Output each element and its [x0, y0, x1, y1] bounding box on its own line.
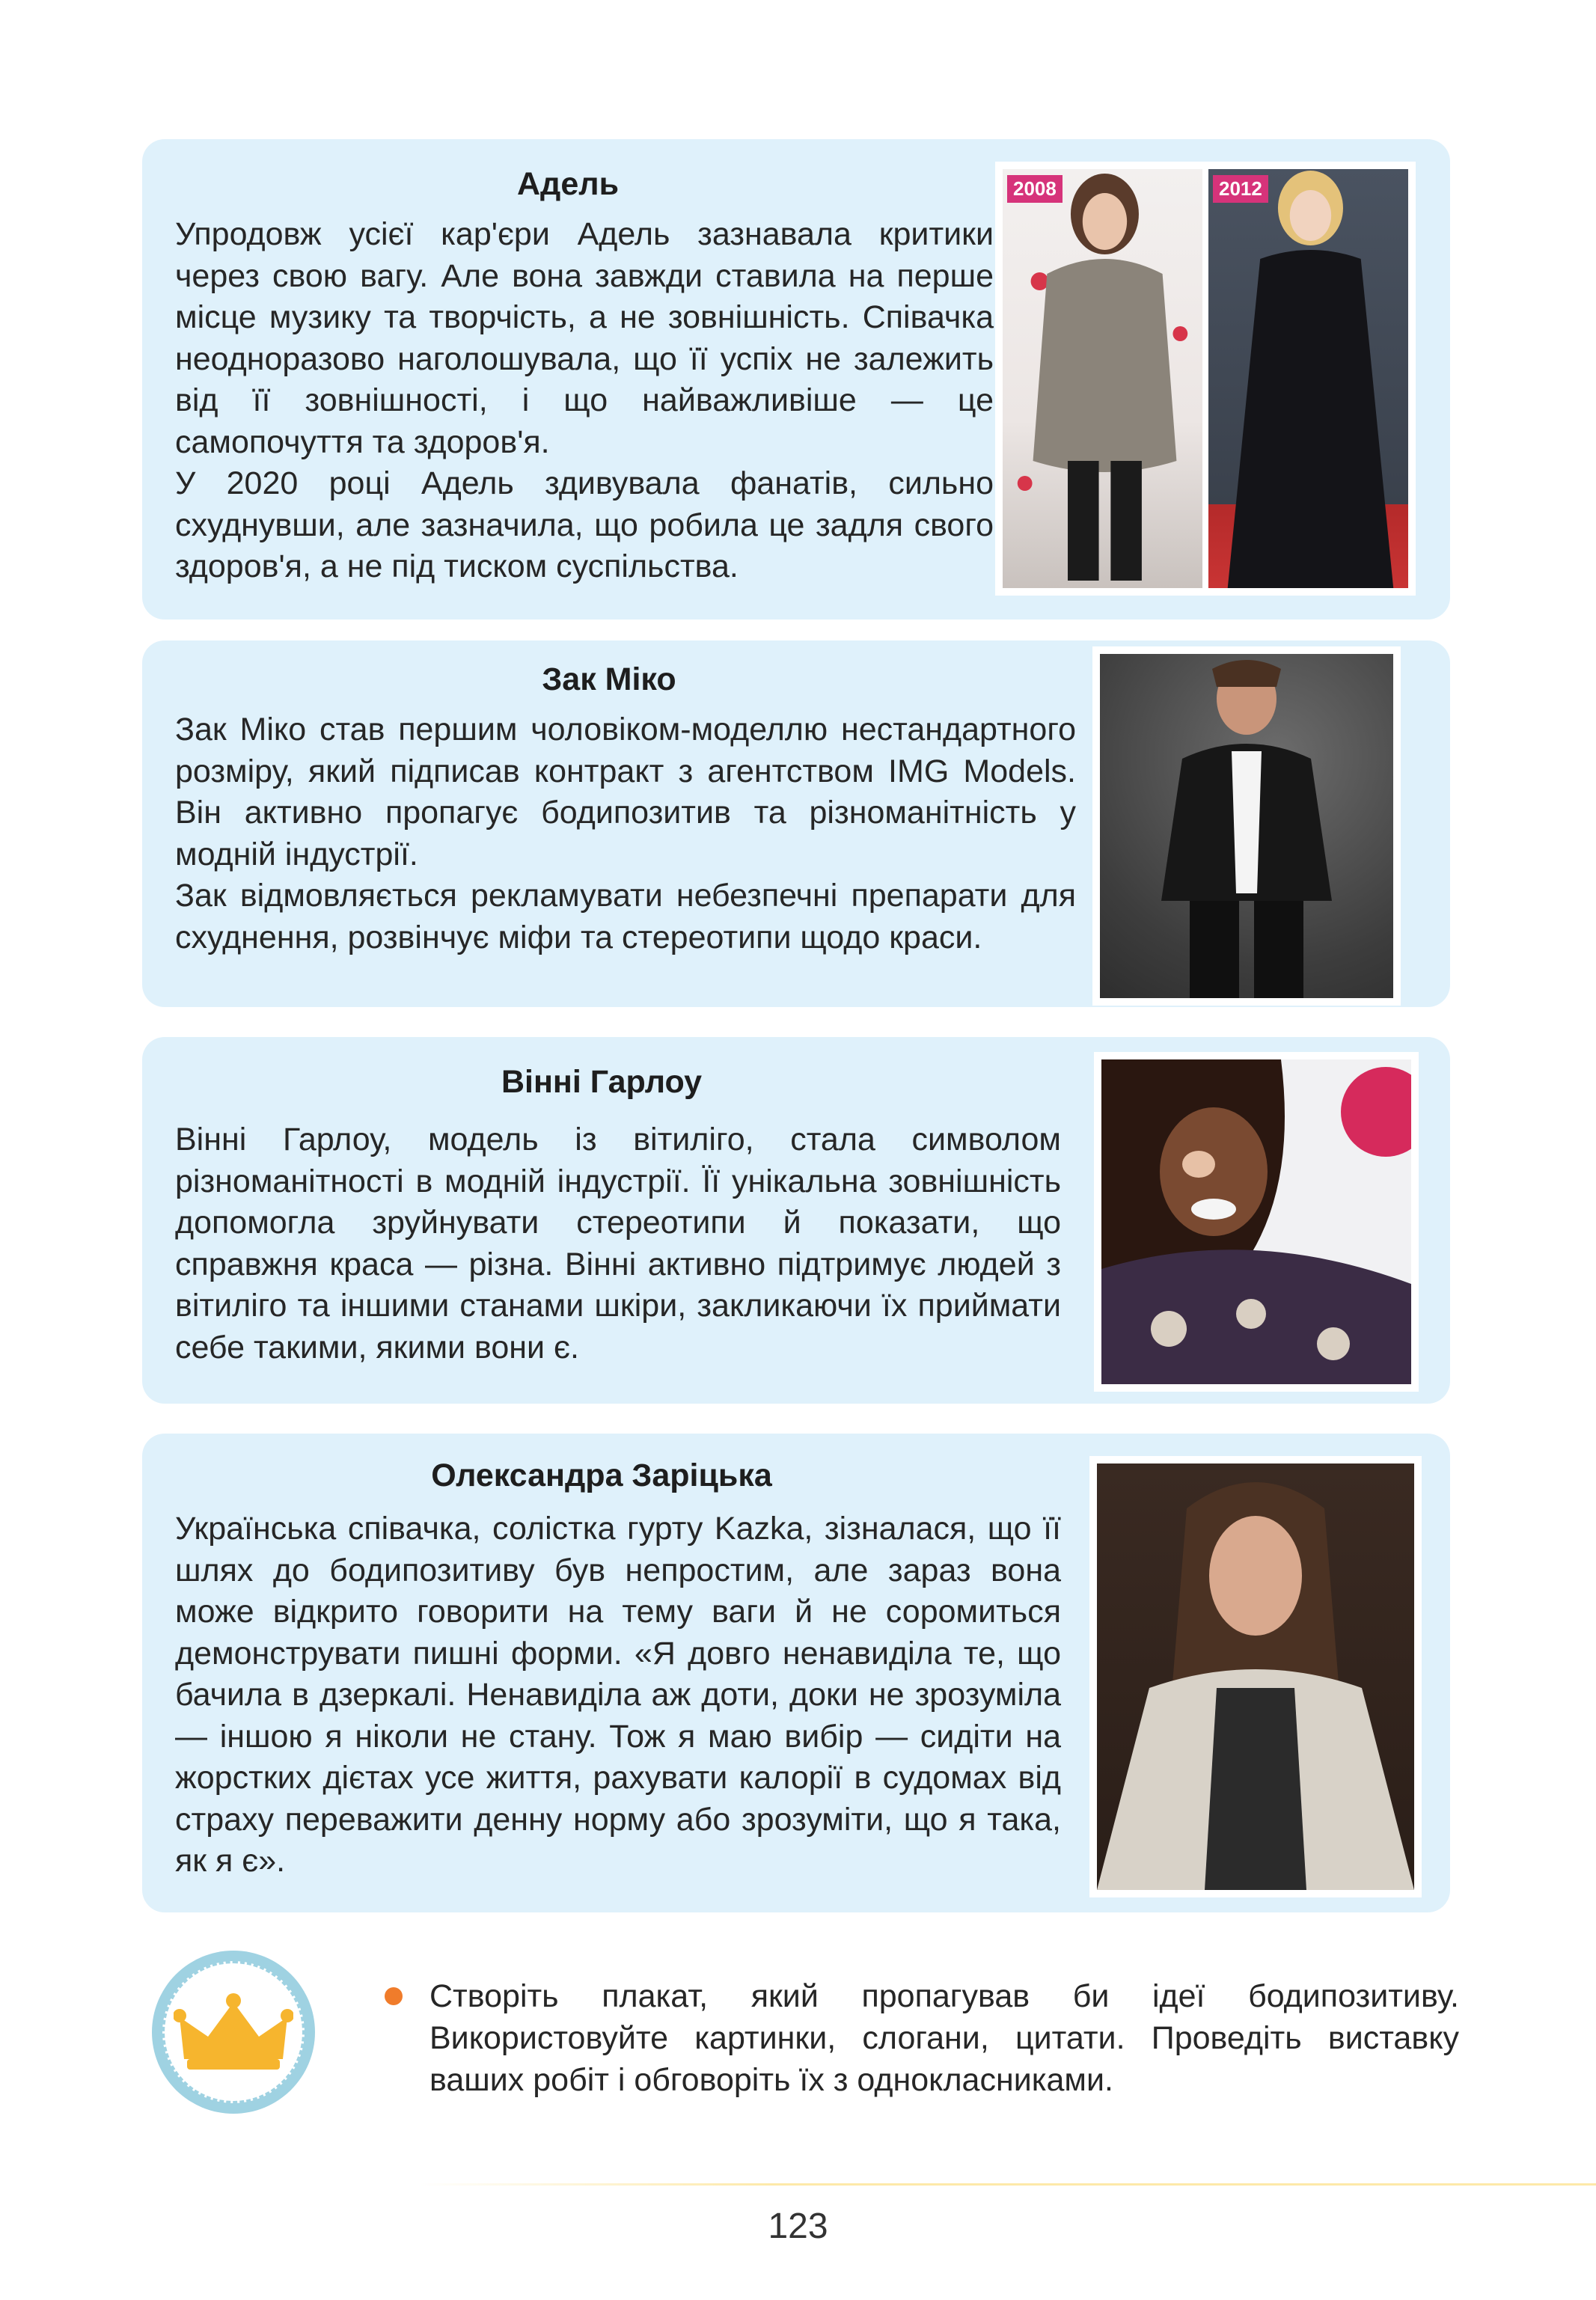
card-text	[175, 1119, 1061, 1368]
card-text	[175, 1508, 1061, 1882]
card-zach-miko	[142, 640, 1450, 1007]
paragraph: Українська співачка, солістка гурту Kazka, зізналася, що її шлях до бодипозитиву був непростим, але зараз вона може відкрито говорити на тему ваги й не соромиться демонструвати пишні форми. «Я довго ненавиділа те, що бачила в дзеркалі. Ненавиділа аж доти, доки не зрозуміла — іншою я ніколи не стану. Тож я маю вибір — сидіти на жорстких дієтах усе життя, рахувати калорії в судомах від страху переважити денну норму або зрозуміти, що я така, як я є».	[175, 1511, 1061, 1879]
adele-photo-2012	[1208, 169, 1408, 588]
card-oleksandra-zaritska	[142, 1434, 1450, 1912]
card-adele	[142, 139, 1450, 620]
card-text	[175, 214, 994, 588]
card-text	[175, 709, 1076, 958]
adele-photo	[995, 162, 1416, 596]
page-number: 123	[768, 2206, 828, 2246]
card-winnie-harlow	[142, 1037, 1450, 1404]
paragraph: У 2020 році Адель здивувала фанатів, сильно схуднувши, але зазначила, що робила це задля свого здоров'я, а не під тиском суспільства.	[175, 465, 994, 584]
year-badge: 2008	[1007, 175, 1063, 203]
oleksandra-zaritska-photo	[1089, 1456, 1422, 1897]
task-badge	[152, 1951, 315, 2114]
paragraph: Упродовж усієї кар'єри Адель зазнавала критики через свою вагу. Але вона завжди ставила на перше місце музику та творчість, а не зовнішність. Співачка неодноразово наголошувала, що її успіх не залежить від її зовнішності, і що найважливіше — це самопочуття та здоров'я.	[175, 216, 994, 460]
bullet-icon	[385, 1987, 403, 2005]
footer-divider	[419, 2183, 1596, 2186]
year-badge: 2012	[1213, 175, 1268, 203]
card-title: Вінні Гарлоу	[501, 1064, 703, 1100]
paragraph: Вінні Гарлоу, модель із вітиліго, стала символом різноманітності в модній індустрії. Її унікальна зовнішність допомогла зруйнувати стереотипи й показати, що справжня краса — різна. Вінні активно підтримує людей з вітиліго та іншими станами шкіри, закликаючи їх приймати себе такими, якими вони є.	[175, 1122, 1061, 1365]
paragraph: Зак відмовляється рекламувати небезпечні препарати для схуднення, розвінчує міфи та стереотипи щодо краси.	[175, 878, 1076, 955]
card-title: Зак Міко	[542, 661, 676, 697]
adele-photo-2008	[1003, 169, 1202, 588]
zach-miko-photo	[1092, 646, 1401, 1006]
winnie-harlow-photo	[1094, 1052, 1419, 1392]
paragraph: Зак Міко став першим чоловіком-моделлю нестандартного розміру, який підписав контракт з агентством IMG Models. Він активно пропагує бодипозитив та різноманітність у модній індустрії.	[175, 712, 1076, 872]
card-title: Олександра Заріцька	[431, 1458, 772, 1493]
card-title: Адель	[516, 166, 619, 202]
crown-icon	[174, 1987, 293, 2077]
task-text: Створіть плакат, який пропагував би ідеї бодипозитиву. Використовуйте картинки, слогани, цитати. Проведіть виставку ваших робіт і обговоріть їх з однокласниками.	[429, 1978, 1459, 2098]
